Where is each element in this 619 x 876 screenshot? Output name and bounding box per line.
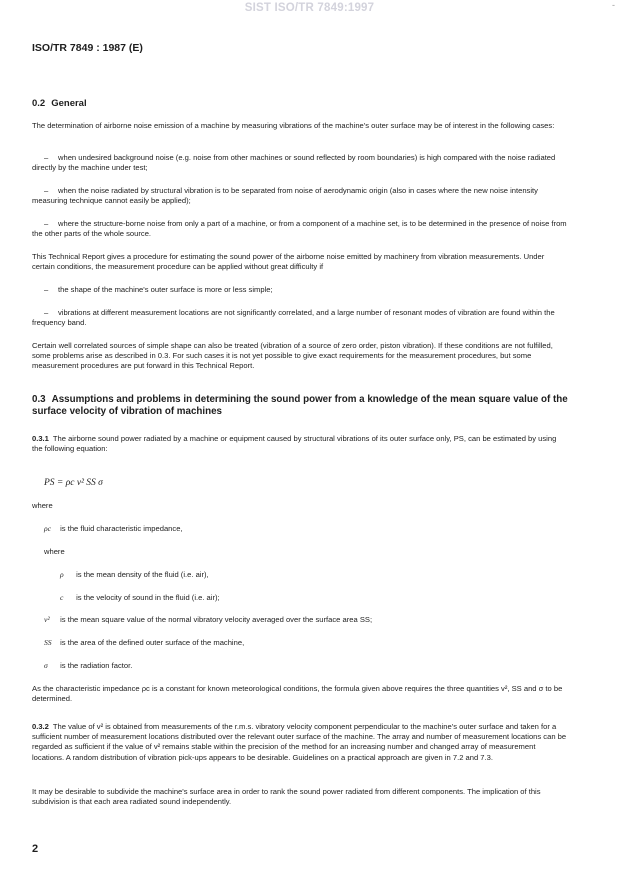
section-title: General: [51, 98, 87, 109]
definition-rho-c: ρc is the fluid characteristic impedance,: [44, 524, 183, 533]
definition-rho: ρ is the mean density of the fluid (i.e. air),: [60, 570, 209, 579]
page-number: 2: [32, 843, 39, 855]
sound-power-equation: PS = ρc v² SS σ: [44, 478, 103, 488]
subsection-number: 0.3.2: [32, 722, 49, 731]
case-item-3: – where the structure-borne noise from only a part of a machine, or from a component of a machine set, is to be determined in the presence of noise from the other parts of the whole source.: [32, 219, 567, 239]
subsection-0-3-1: 0.3.1 The airborne sound power radiated by a machine or equipment caused by structural vibrations of its outer surface only, PS, can be estimated by using the following equation:: [32, 434, 557, 454]
section-number: 0.3: [32, 394, 46, 405]
subsection-number: 0.3.1: [32, 434, 49, 443]
definition-sigma: σ is the radiation factor.: [44, 661, 133, 670]
definition-where: where: [44, 547, 65, 556]
section-0-2-title: [32, 98, 87, 109]
section-0-2-para3: Certain well correlated sources of simple shape can also be treated (vibration of a source of zero order, piston vibration). If these conditions are not fulfilled, some problems arise as described in 0.3. For such cases it is not yet possible to give exact requirements for the measurement procedures, but some measurement procedures are put forward in this Technical Report.: [32, 341, 553, 371]
condition-item-2: – vibrations at different measurement locations are not significantly correlated, and a large number of resonant modes of vibration are found within the frequency band.: [32, 308, 555, 328]
document-header: ISO/TR 7849 : 1987 (E): [32, 42, 143, 54]
definition-v2: v² is the mean square value of the normal vibratory velocity averaged over the surface area SS;: [44, 615, 373, 624]
case-item-2: – when the noise radiated by structural vibration is to be separated from noise of aerodynamic origin (also in cases where the new noise intensity measuring technique cannot easily be applied);: [32, 186, 538, 206]
where-label: where: [32, 501, 53, 510]
condition-item-1: – the shape of the machine's outer surface is more or less simple;: [44, 285, 273, 294]
watermark: SIST ISO/TR 7849:1997: [244, 2, 375, 14]
subsection-0-3-2: 0.3.2 The value of v² is obtained from measurements of the r.m.s. vibratory velocity component perpendicular to the machine's outer surface and taken for a sufficient number of measurement locations distributed over the relevant outer surface of the machine. The array and number of measurement locations can be regarded as sufficient if the value of v² remains stable within the precision of the method for an increasing number and changed array of measurement locations. A random distribution of vibration pick-ups appears to be desirable. Guidelines on a practical approach are given in 7.2 and 7.3.: [32, 722, 567, 762]
section-0-3-title: [32, 394, 572, 418]
section-0-2-intro: The determination of airborne noise emission of a machine by measuring vibrations of the machine's outer surface may be of interest in the following cases:: [32, 121, 555, 130]
definition-ss: SS is the area of the defined outer surface of the machine,: [44, 638, 245, 647]
characteristic-impedance-paragraph: As the characteristic impedance ρc is a constant for known meteorological conditions, the formula given above requires the three quantities v², SS and σ to be determined.: [32, 684, 563, 704]
subdivision-paragraph: It may be desirable to subdivide the machine's surface area in order to rank the sound power radiated from different components. The implication of this subdivision is that each area radiated sound independently.: [32, 787, 541, 807]
section-title: Assumptions and problems in determining the sound power from a knowledge of the mean square value of the surface velocity of vibration of machines: [32, 394, 568, 417]
section-0-2-para2: This Technical Report gives a procedure for estimating the sound power of the airborne noise emitted by machinery from vibration measurements. Under certain conditions, the measurement procedure can be applied without great difficulty if: [32, 252, 545, 272]
case-item-1: – when undesired background noise (e.g. noise from other machines or sound reflected by room boundaries) is high compared with the noise radiated directly by the machine under test;: [32, 153, 556, 173]
definition-c: c is the velocity of sound in the fluid (i.e. air);: [60, 593, 220, 602]
corner-mark: -: [612, 0, 615, 10]
section-number: 0.2: [32, 98, 46, 109]
